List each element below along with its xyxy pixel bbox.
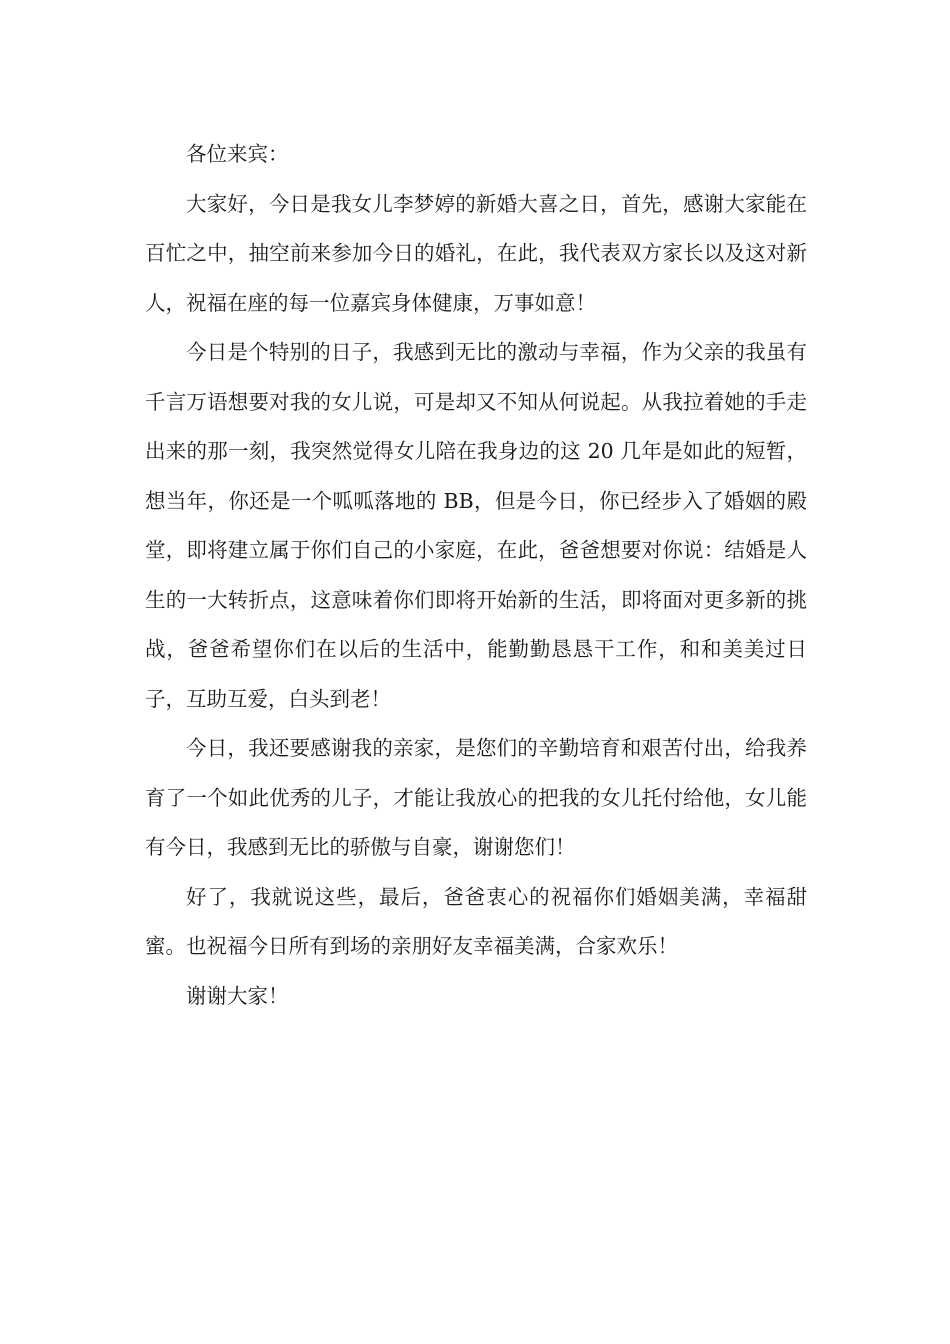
paragraph-father-words: 今日是个特别的日子，我感到无比的激动与幸福，作为父亲的我虽有千言万语想要对我的女儿说，可是却又不知从何说起。从我拉着她的手走出来的那一刻，我突然觉得女儿陪在我身边的这 20 几年是如此的短暂，想当年，你还是一个呱呱落地的 BB，但是今日，你已经步入了婚姻的殿堂，即将建立属于你们自己的小家庭，在此，爸爸想要对你说：结婚是人生的一大转折点，这意味着你们即将开始新的生活，即将面对更多新的挑战，爸爸希望你们在以后的生活中，能勤勤恳恳干工作，和和美美过日子，互助互爱，白头到老！	[145, 340, 807, 711]
salutation: 各位来宾：	[186, 142, 289, 166]
paragraph-greeting: 大家好，今日是我女儿李梦婷的新婚大喜之日，首先，感谢大家能在百忙之中，抽空前来参加今日的婚礼，在此，我代表双方家长以及这对新人，祝福在座的每一位嘉宾身体健康，万事如意！	[145, 191, 807, 315]
paragraph-thanks-in-laws: 今日，我还要感谢我的亲家，是您们的辛勤培育和艰苦付出，给我养育了一个如此优秀的儿子，才能让我放心的把我的女儿托付给他，女儿能有今日，我感到无比的骄傲与自豪，谢谢您们！	[145, 736, 807, 859]
speech-body	[145, 130, 807, 1021]
paragraph-blessing: 好了，我就说这些，最后，爸爸衷心的祝福你们婚姻美满，幸福甜蜜。也祝福今日所有到场的亲朋好友幸福美满，合家欢乐！	[145, 884, 807, 958]
closing-thanks: 谢谢大家！	[186, 983, 289, 1008]
